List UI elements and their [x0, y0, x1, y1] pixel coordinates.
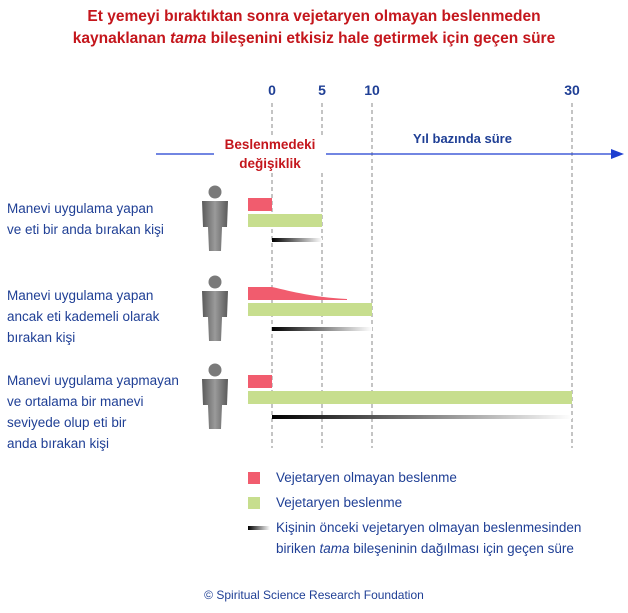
- legend-tama-word: tama: [319, 541, 350, 556]
- title-line-2-end: bileşenini etkisiz hale getirmek için geçen süre: [206, 30, 556, 47]
- legend-dissipation-line-1: Kişinin önceki vejetaryen olmayan beslenmesinden: [276, 520, 582, 535]
- row-3-label-line-2: ve ortalama bir manevi: [7, 394, 144, 409]
- tick-label-5: 5: [318, 82, 326, 98]
- legend-dissipation-line-2-start: biriken: [276, 541, 320, 556]
- row-3-dissipation-bar: [272, 415, 572, 419]
- title-line-1: Et yemeyi bıraktıktan sonra vejetaryen olmayan beslenmeden: [87, 8, 541, 25]
- row-3-label-line-1: Manevi uygulama yapmayan: [7, 373, 179, 388]
- diet-change-label: [214, 135, 326, 173]
- row-1-nonveg-bar: [248, 198, 272, 211]
- legend-veg-label: Vejetaryen beslenme: [276, 495, 403, 510]
- legend-swatch-nonveg: [248, 472, 260, 484]
- row-1-label-line-1: Manevi uygulama yapan: [7, 201, 154, 216]
- row-label-2: [7, 285, 159, 348]
- person-body: [202, 201, 228, 251]
- person-head: [209, 364, 222, 377]
- tick-label-0: 0: [268, 82, 276, 98]
- person-icon-2: [202, 276, 228, 342]
- row-1-label-line-2: ve eti bir anda bırakan kişi: [7, 222, 164, 237]
- diet-change-label-line-1: Beslenmedeki: [224, 137, 316, 152]
- row-1-dissipation-bar: [272, 238, 322, 242]
- legend-dissipation-line-2-end: bileşeninin dağılması için geçen süre: [349, 541, 574, 556]
- person-icon-1: [202, 186, 228, 252]
- copyright-footer: © Spiritual Science Research Foundation: [204, 588, 424, 602]
- row-3-label-line-3: seviyede olup eti bir: [7, 415, 127, 430]
- person-icon-3: [202, 364, 228, 430]
- row-2-label-line-2: ancak eti kademeli olarak: [7, 309, 160, 324]
- person-figures: [202, 186, 228, 430]
- row-2-label-line-1: Manevi uygulama yapan: [7, 288, 154, 303]
- tick-label-30: 30: [564, 82, 580, 98]
- legend-dissipation-line-2: [276, 538, 581, 559]
- bars: [248, 198, 572, 419]
- title-line-2-start: kaynaklanan: [72, 30, 171, 47]
- row-3-veg-bar: [248, 391, 572, 404]
- row-3-label-line-4: anda bırakan kişi: [7, 436, 110, 451]
- legend-nonveg-label: Vejetaryen olmayan beslenme: [276, 470, 457, 485]
- row-2-dissipation-bar: [272, 327, 372, 331]
- duration-axis-label: Yıl bazında süre: [413, 131, 512, 146]
- legend-swatch-dissipation: [248, 526, 270, 530]
- row-1-veg-bar: [248, 214, 322, 227]
- row-2-nonveg-bar: [248, 287, 347, 300]
- row-label-3: [7, 370, 179, 454]
- person-head: [209, 186, 222, 199]
- tick-label-10: 10: [364, 82, 380, 98]
- person-body: [202, 379, 228, 429]
- title-tama-word: tama: [170, 30, 207, 47]
- axis-arrowhead: [611, 149, 624, 159]
- row-label-1: [7, 198, 164, 240]
- person-head: [209, 276, 222, 289]
- person-body: [202, 291, 228, 341]
- legend-dissipation-label: [276, 517, 581, 559]
- row-2-veg-bar: [248, 303, 372, 316]
- row-2-label-line-3: bırakan kişi: [7, 330, 76, 345]
- row-3-nonveg-bar: [248, 375, 272, 388]
- legend-swatch-veg: [248, 497, 260, 509]
- diet-change-label-line-2: değişiklik: [239, 156, 301, 171]
